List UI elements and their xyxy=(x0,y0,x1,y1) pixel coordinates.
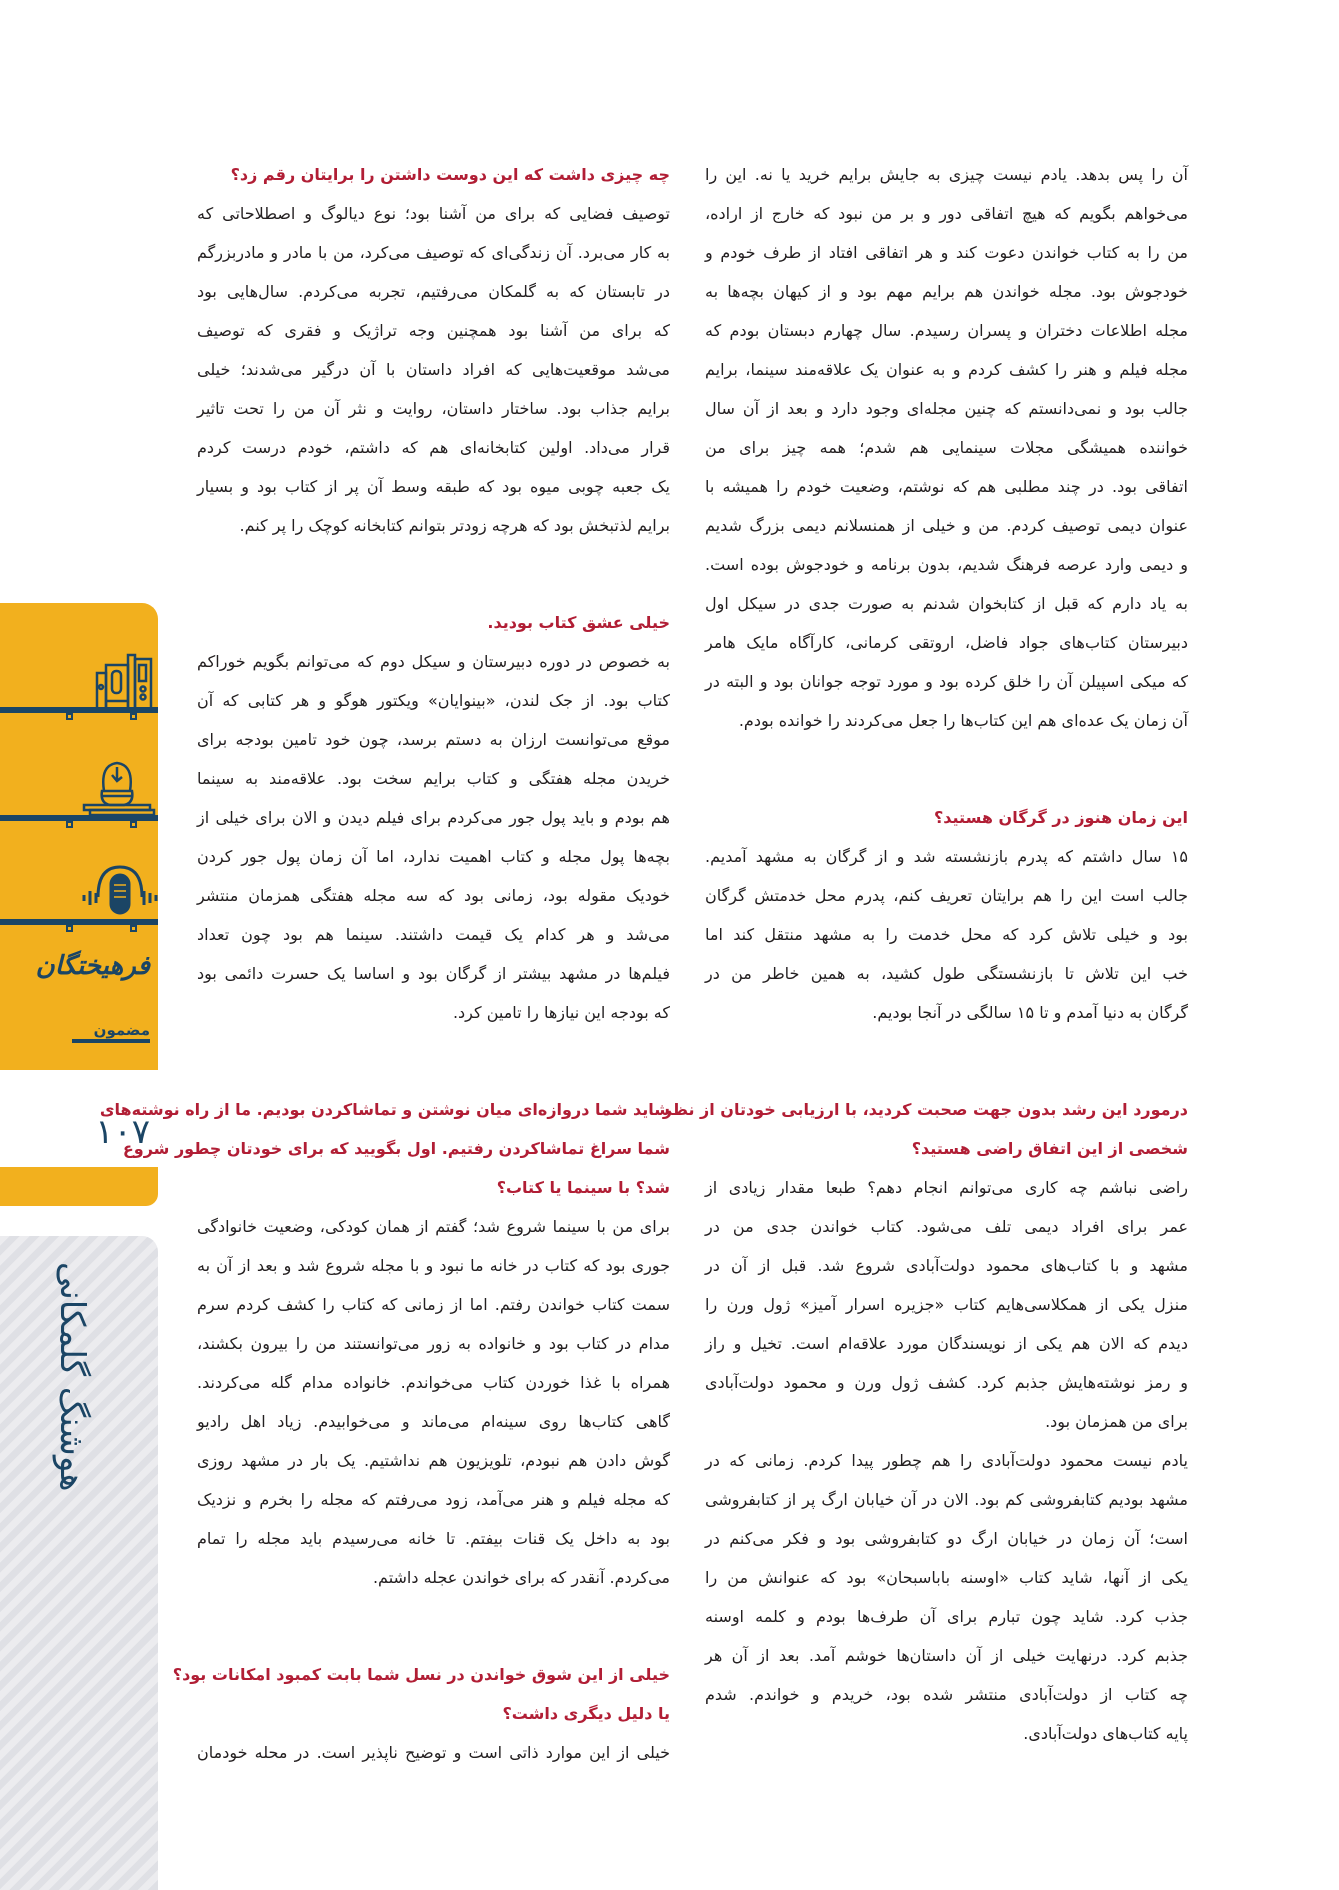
text-line: برایم جذاب بود. ساختار داستان، روایت و نثر آن من را تحت تاثیر xyxy=(197,399,670,418)
text-line: خودیک مقوله بود، زمانی بود که سه مجله هفتگی همزمان منتشر xyxy=(197,886,670,905)
text-line: اتفاقی بود. در چند مطلبی هم که نوشتم، وضعیت خودم را همیشه با xyxy=(705,477,1188,496)
text-line: شاید شما دروازه‌ای میان نوشتن و تماشاکردن بودیم. ما از راه نوشته‌های xyxy=(99,1100,670,1119)
text-line: کتاب بود. از جک لندن، «بینوایان» ویکتور هوگو و هر کتابی که آن xyxy=(197,691,670,710)
question-heading xyxy=(172,1655,670,1733)
text-line: به یاد دارم که قبل از کتابخوان شدنم به صورت جدی در سیکل اول xyxy=(705,594,1188,613)
answer-paragraph xyxy=(705,1168,1188,1441)
text-line: برای من همزمان بود. xyxy=(1045,1412,1188,1431)
bookshelf-icon xyxy=(95,653,155,713)
text-line: جذب کرد. شاید چون تبارم برای آن طرف‌ها بودم و کلمه اوسنه xyxy=(705,1607,1188,1626)
brand-subtitle: مضمون xyxy=(72,1021,150,1043)
text-line: است؛ آن زمان در خیابان ارگ دو کتابفروشی بود و فکر می‌کنم در xyxy=(705,1529,1188,1548)
text-line: این زمان هنوز در گرگان هستید؟ xyxy=(934,808,1188,827)
text-line: پایه کتاب‌های دولت‌آبادی. xyxy=(1023,1724,1188,1743)
text-line: گوش دادن هم نبودم، تلویزیون هم نداشتیم. یک بار در مشهد روزی xyxy=(197,1451,670,1470)
text-line: جذبم کرد. درنهایت خیلی از آن داستان‌ها خوشم آمد. بعد از آن هر xyxy=(705,1646,1188,1665)
text-line: یا دلیل دیگری داشت؟ xyxy=(502,1704,670,1723)
answer-paragraph xyxy=(705,1441,1188,1753)
text-line: خیلی عشق کتاب بودید. xyxy=(487,613,670,632)
text-line: گرگان به دنیا آمدم و تا ۱۵ سالگی در آنجا بودیم. xyxy=(872,1003,1188,1022)
answer-paragraph xyxy=(197,1733,670,1772)
text-line: می‌شد و هر کدام یک قیمت داشتند. سینما هم بود چون تعداد xyxy=(197,925,670,944)
text-line: دیدم که الان هم یکی از نویسندگان مورد علاقه‌ام است. تخیل و راز xyxy=(705,1334,1188,1353)
text-line: برای من با سینما شروع شد؛ گفتم از همان کودکی، وضعیت خانوادگی xyxy=(197,1217,670,1236)
question-heading xyxy=(662,1090,1188,1168)
text-line: گاهی کتاب‌ها روی سینه‌ام می‌ماند و می‌خوابیدم. زیاد اهل رادیو xyxy=(197,1412,670,1431)
text-line: همراه با غذا خوردن کتاب می‌خواندم. خانواده مدام گله می‌کردند. xyxy=(197,1373,670,1392)
answer-paragraph xyxy=(197,194,670,545)
text-line: چه چیزی داشت که این دوست داشتن را برایتان رقم زد؟ xyxy=(230,165,670,184)
shelf-peg xyxy=(130,821,137,828)
text-line: که بودجه این نیازها را تامین کرد. xyxy=(452,1003,670,1022)
text-line: مدام در کتاب بود و خانواده به زور می‌توانستند من را بیرون بکشند، xyxy=(197,1334,670,1353)
text-line: عمر برای افراد دیمی تلف می‌شود. کتاب خواندن جدی من در xyxy=(705,1217,1188,1236)
answer-paragraph xyxy=(705,837,1188,1032)
page-number: ۱۰۷ xyxy=(95,1112,150,1152)
question-heading xyxy=(197,155,670,194)
text-line: دبیرستان کتاب‌های جواد فاضل، اروتقی کرمانی، کارآگاه مایک هامر xyxy=(705,633,1188,652)
text-line: درمورد این رشد بدون جهت صحبت کردید، با ارزیابی خودتان از نظر xyxy=(662,1100,1188,1119)
text-line: قرار می‌داد. اولین کتابخانه‌ای هم که داشتم، خودم درست کردم xyxy=(197,438,670,457)
text-line: خودجوش بود. مجله خواندن هم برایم مهم بود و از کیهان بچه‌ها به xyxy=(705,282,1188,301)
answer-paragraph xyxy=(197,642,670,1032)
answer-paragraph xyxy=(705,155,1188,740)
text-line: شد؟ با سینما یا کتاب؟ xyxy=(496,1178,670,1197)
shelf-peg xyxy=(130,713,137,720)
text-line: آن زمان یک عده‌ای هم این کتاب‌ها را جعل می‌کردند را خوانده بودم. xyxy=(738,711,1188,730)
text-line: من را به کتاب خواندن دعوت کند و هر اتفاقی افتاد از طرف خودم و xyxy=(705,243,1188,262)
text-line: که برای من آشنا بود همچنین وجه تراژیک و فقری که توصیف xyxy=(197,321,670,340)
text-line: که میکی اسپیلن آن را خلق کرده بود و مورد توجه جوانان بود و البته در xyxy=(705,672,1188,691)
text-line: خب این تلاش تا بازنشستگی طول کشید، به همین خاطر من در xyxy=(705,964,1188,983)
text-line: عنوان دیمی توصیف کردم. من و خیلی از همنسلانم دیمی بزرگ شدیم xyxy=(705,516,1188,535)
text-line: توصیف فضایی که برای من آشنا بود؛ نوع دیالوگ و اصطلاحاتی که xyxy=(197,204,670,223)
text-line: برایم لذتبخش بود که هرچه زودتر بتوانم کتابخانه کوچک را پر کنم. xyxy=(239,516,670,535)
text-line: جوری بود که کتاب در خانه ما نبود و با مجله شروع شد و بعد از آن به xyxy=(197,1256,670,1275)
text-line: بود به داخل یک قنات بیفتم. تا خانه می‌رسیدم باید مجله را تمام xyxy=(197,1529,670,1548)
question-heading xyxy=(197,603,670,642)
text-line: می‌خواهم بگویم که هیچ اتفاقی دور و بر من نبود که خارج از اراده، xyxy=(705,204,1188,223)
text-line: چه کتاب از دولت‌آبادی منتشر شده بود، خریدم و خواندم. شدم xyxy=(705,1685,1188,1704)
sidebar-decoration xyxy=(0,603,158,1070)
text-line: که مجله فیلم و هنر می‌آمد، زود می‌رفتم که مجله را بخرم و نزدیک xyxy=(197,1490,670,1509)
right-column xyxy=(662,155,1188,1753)
shelf-peg xyxy=(66,821,73,828)
text-line: و دیمی وارد عرصه فرهنگ شدیم، بدون برنامه و خودجوش بوده است. xyxy=(705,555,1188,574)
text-line: هم بودم و باید پول جور می‌کردم برای فیلم دیدن و الان برای خیلی از xyxy=(197,808,670,827)
cactus-on-books-icon xyxy=(82,761,157,816)
text-line: به کار می‌برد. آن زندگی‌ای که توصیف می‌کرد، من با مادر و مادربزرگم xyxy=(197,243,670,262)
text-line: خیلی از این شوق خواندن در نسل شما بابت کمبود امکانات بود؟ xyxy=(172,1665,670,1684)
text-line: فیلم‌ها در مشهد بیشتر از گرگان بود و اساسا یک حسرت دائمی بود xyxy=(197,964,670,983)
text-line: یادم نیست محمود دولت‌آبادی را هم چطور پیدا کردم. زمانی که در xyxy=(705,1451,1188,1470)
answer-paragraph xyxy=(197,1207,670,1597)
text-line: خریدن مجله هفتگی و کتاب برایم سخت بود. علاقه‌مند به سینما xyxy=(197,769,670,788)
text-line: خواننده همیشگی مجلات سینمایی هم شدم؛ همه چیز برای من xyxy=(705,438,1188,457)
yellow-tab xyxy=(0,1167,158,1206)
microphone-headphones-icon xyxy=(80,865,158,919)
text-line: می‌کردم. آنقدر که برای خواندن عجله داشتم. xyxy=(372,1568,670,1587)
text-line: و رمز نوشته‌هایش جذبم کرد. کشف ژول ورن و محمود دولت‌آبادی xyxy=(705,1373,1188,1392)
text-line: یک جعبه چوبی میوه بود که طبقه وسط آن پر از کتاب بود و بسیار xyxy=(197,477,670,496)
text-line: در تابستان که به گلمکان می‌رفتیم، تجربه می‌کردم. سال‌هایی بود xyxy=(197,282,670,301)
author-name: هوشنگ گلمکانی xyxy=(52,1262,92,1492)
shelf-peg xyxy=(66,925,73,932)
text-line: به خصوص در دوره دبیرستان و سیکل دوم که می‌توانم بگویم خوراکم xyxy=(197,652,670,671)
text-line: مجله فیلم و هنر را کشف کردم و به عنوان یک علاقه‌مند سینما، برایم xyxy=(705,360,1188,379)
brand-logo: فرهیختگان xyxy=(35,951,150,981)
text-line: آن را پس بدهد. یادم نیست چیزی به جایش برایم خرید یا نه. این را xyxy=(705,165,1188,184)
text-line: شما سراغ تماشاکردن رفتیم. اول بگویید که برای خودتان چطور شروع xyxy=(122,1139,670,1158)
question-heading xyxy=(705,798,1188,837)
text-line: راضی نباشم چه کاری می‌توانم انجام دهم؟ طبعا مقدار زیادی از xyxy=(705,1178,1188,1197)
text-line: موقع می‌توانست ارزان به دستم برسد، چون خود تامین بودجه برای xyxy=(197,730,670,749)
text-line: جالب است این را هم برایتان تعریف کنم، پدرم محل خدمتش گرگان xyxy=(705,886,1188,905)
text-line: جالب بود و نمی‌دانستم که چنین مجله‌ای وجود دارد و بعد از آن سال xyxy=(705,399,1188,418)
shelf-peg xyxy=(66,713,73,720)
text-line: مجله اطلاعات دختران و پسران رسیدم. سال چهارم دبستان بودم که xyxy=(705,321,1188,340)
text-line: شخصی از این اتفاق راضی هستید؟ xyxy=(911,1139,1188,1158)
text-line: خیلی از این موارد ذاتی است و توضیح ناپذیر است. در محله خودمان xyxy=(197,1743,670,1762)
text-line: می‌شد موقعیت‌هایی که افراد داستان با آن درگیر می‌شدند؛ خیلی xyxy=(197,360,670,379)
text-line: مشهد بودیم کتابفروشی کم بود. الان در آن خیابان ارگ پر از کتابفروشی xyxy=(705,1490,1188,1509)
text-line: سمت کتاب خواندن رفتم. اما از زمانی که کتاب را کشف کردم سرم xyxy=(197,1295,670,1314)
text-line: منزل یکی از همکلاسی‌هایم کتاب «جزیره اسرار آمیز» ژول ورن را xyxy=(705,1295,1188,1314)
shelf-peg xyxy=(130,925,137,932)
text-line: بود و خیلی تلاش کرد که محل خدمت را به مشهد منتقل کند اما xyxy=(705,925,1188,944)
text-line: بچه‌ها پول مجله و کتاب اهمیت ندارد، اما آن زمان پول جور کردن xyxy=(197,847,670,866)
text-line: مشهد و با کتاب‌های محمود دولت‌آبادی شروع شد. قبل از آن در xyxy=(705,1256,1188,1275)
text-line: یکی از آنها، شاید کتاب «اوسنه باباسبحان» بود که عنوانش من را xyxy=(705,1568,1188,1587)
text-line: ۱۵ سال داشتم که پدرم بازنشسته شد و از گرگان به مشهد آمدیم. xyxy=(705,847,1188,866)
